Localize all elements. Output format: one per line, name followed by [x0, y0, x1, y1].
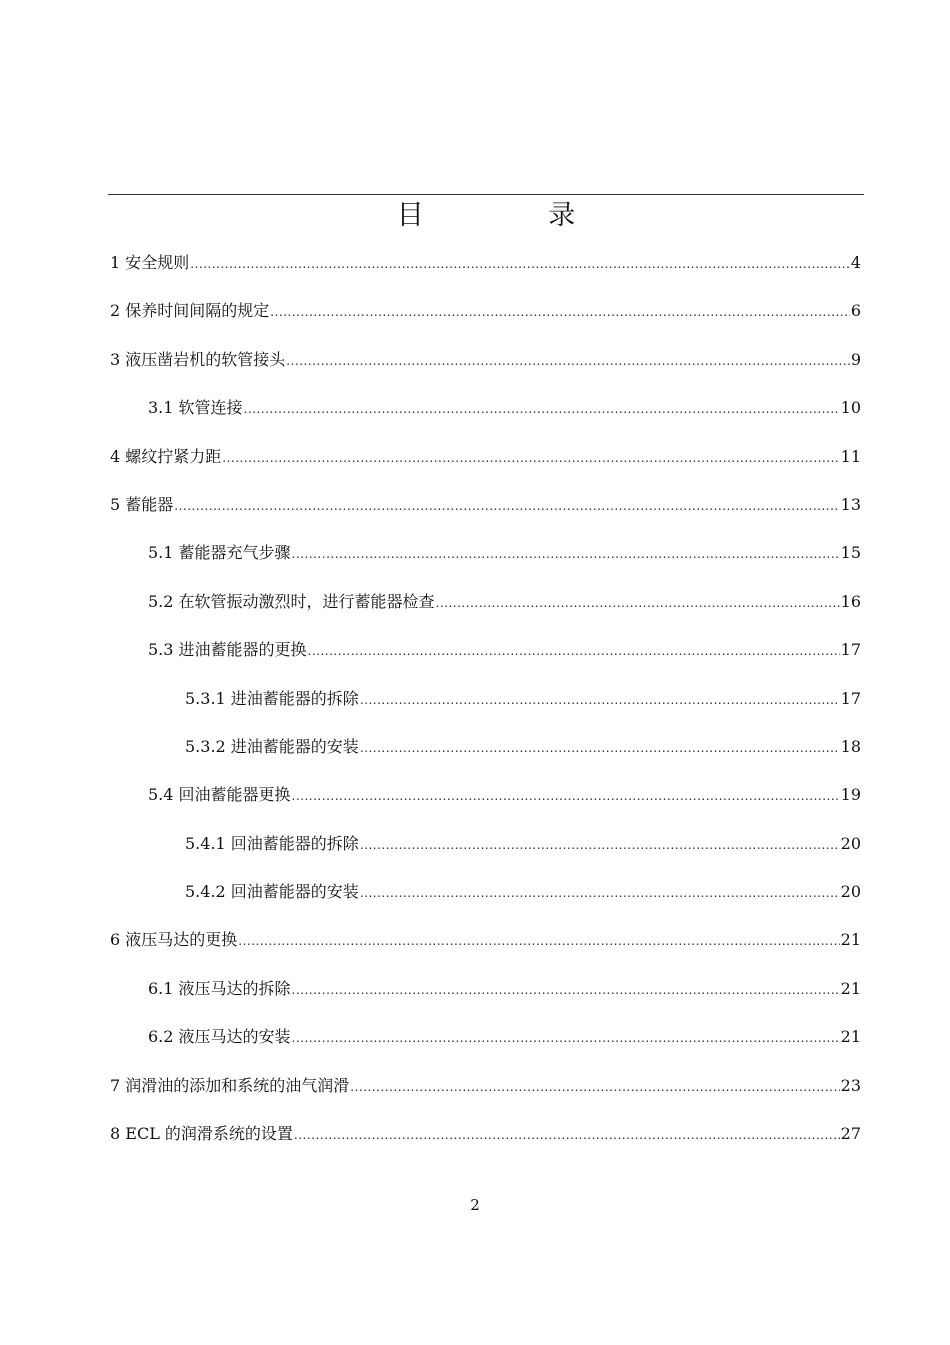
toc-entry[interactable] [108, 927, 864, 975]
toc-dot-leader [436, 592, 840, 611]
toc-entry-page: 27 [840, 1124, 861, 1144]
toc-entry-label: 3.1 软管连接 [148, 398, 243, 418]
toc-dot-leader [292, 785, 840, 804]
toc-dot-leader [286, 350, 850, 369]
toc-entry-page: 17 [840, 688, 861, 708]
toc-entry-page: 23 [840, 1075, 861, 1095]
toc-entry-page: 21 [840, 1027, 861, 1047]
toc-entry[interactable] [108, 1024, 864, 1072]
toc-entry[interactable] [108, 250, 864, 298]
toc-entry-label: 2 保养时间间隔的规定 [110, 301, 270, 321]
toc-dot-leader [294, 1124, 840, 1143]
toc-entry-page: 18 [840, 736, 861, 756]
toc-dot-leader [292, 979, 840, 998]
toc-entry-page: 6 [850, 301, 861, 321]
toc-entry[interactable] [108, 782, 864, 830]
toc-entry-label: 3 液压凿岩机的软管接头 [110, 349, 286, 369]
toc-entry-label: 6.1 液压马达的拆除 [148, 978, 291, 998]
toc-entry-page: 9 [850, 349, 861, 369]
header-rule [108, 194, 864, 195]
toc-dot-leader [190, 253, 850, 272]
toc-entry[interactable] [108, 395, 864, 443]
toc-entry-label: 8 ECL 的润滑系统的设置 [110, 1124, 293, 1144]
toc-entry[interactable] [108, 298, 864, 346]
toc-entry-page: 11 [840, 446, 861, 466]
toc-dot-leader [222, 447, 839, 466]
toc-dot-leader [270, 301, 850, 320]
toc-dot-leader [360, 689, 840, 708]
toc-entry[interactable] [108, 686, 864, 734]
toc-entry[interactable] [108, 1073, 864, 1121]
toc-dot-leader [308, 640, 840, 659]
toc-entry[interactable] [108, 492, 864, 540]
toc-entry-page: 19 [840, 785, 861, 805]
toc-entry[interactable] [108, 589, 864, 637]
toc-entry-label: 6 液压马达的更换 [110, 930, 238, 950]
page-number: 2 [470, 1196, 480, 1214]
toc-entry-label: 6.2 液压马达的安装 [148, 1027, 291, 1047]
toc-entry-page: 21 [840, 978, 861, 998]
toc-entry-label: 5 蓄能器 [110, 494, 174, 514]
toc-entry-label: 5.3 进油蓄能器的更换 [148, 640, 307, 660]
toc-entry-page: 15 [840, 543, 861, 563]
toc-entry[interactable] [108, 540, 864, 588]
toc-entry-page: 21 [840, 930, 861, 950]
toc-entry-page: 20 [840, 833, 861, 853]
table-of-contents [108, 250, 864, 1169]
toc-entry[interactable] [108, 831, 864, 879]
toc-entry-label: 5.4.2 回油蓄能器的安装 [185, 882, 359, 902]
toc-entry[interactable] [108, 1121, 864, 1169]
toc-entry-page: 13 [840, 494, 861, 514]
toc-entry-page: 16 [840, 591, 861, 611]
toc-entry-label: 7 润滑油的添加和系统的油气润滑 [110, 1075, 350, 1095]
toc-dot-leader [350, 1076, 839, 1095]
toc-entry-page: 20 [840, 882, 861, 902]
toc-entry[interactable] [108, 347, 864, 395]
toc-dot-leader [174, 495, 839, 514]
toc-entry-label: 4 螺纹拧紧力距 [110, 446, 222, 466]
toc-entry-label: 5.3.2 进油蓄能器的安装 [185, 736, 359, 756]
toc-dot-leader [360, 882, 840, 901]
toc-entry-label: 1 安全规则 [110, 253, 190, 272]
toc-dot-leader [292, 1027, 840, 1046]
toc-entry-label: 5.4.1 回油蓄能器的拆除 [185, 833, 359, 853]
toc-entry[interactable] [108, 976, 864, 1024]
toc-dot-leader [238, 930, 839, 949]
toc-dot-leader [292, 543, 840, 562]
toc-dot-leader [244, 398, 840, 417]
toc-entry[interactable] [108, 879, 864, 927]
toc-entry[interactable] [108, 444, 864, 492]
toc-entry[interactable] [108, 734, 864, 782]
page-title: 目 录 [396, 200, 634, 231]
toc-dot-leader [360, 737, 840, 756]
toc-entry-label: 5.4 回油蓄能器更换 [148, 785, 291, 805]
toc-entry-page: 4 [850, 253, 861, 272]
toc-entry-label: 5.3.1 进油蓄能器的拆除 [185, 688, 359, 708]
toc-entry-page: 17 [840, 640, 861, 660]
toc-entry-page: 10 [840, 398, 861, 418]
toc-entry-label: 5.2 在软管振动激烈时，进行蓄能器检查 [148, 591, 435, 611]
toc-entry-label: 5.1 蓄能器充气步骤 [148, 543, 291, 563]
toc-entry[interactable] [108, 637, 864, 685]
toc-dot-leader [360, 834, 840, 853]
